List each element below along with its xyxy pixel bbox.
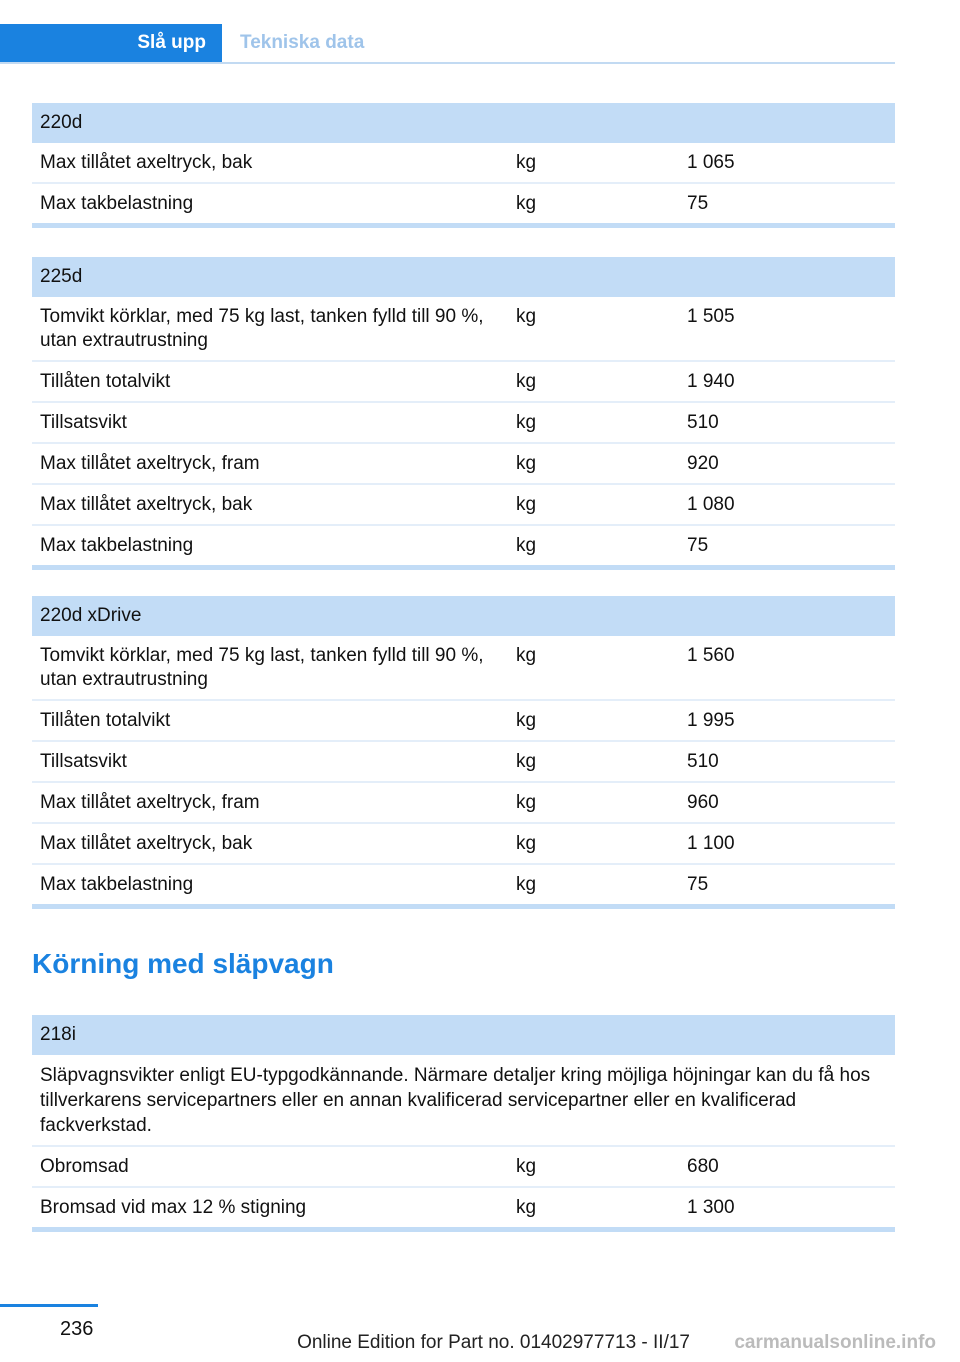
row-unit: kg: [516, 833, 537, 854]
header-tabbar: [0, 24, 895, 64]
page-number: 236: [60, 1318, 94, 1340]
table-row: [32, 184, 895, 223]
row-value: 1 065: [687, 152, 735, 173]
table-title: 218i: [32, 1015, 895, 1055]
row-value: 680: [687, 1156, 719, 1177]
row-label: Tillsatsvikt: [40, 412, 127, 433]
row-value: 75: [687, 874, 709, 895]
table-note: Släpvagnsvikter enligt EU-typgodkännande. Närmare detaljer kring möjliga höjningar kan du få hos tillverkarens servicepartners eller en annan kvalificerad servicepartner eller en kvalificerad fackverkstad.: [32, 1055, 895, 1147]
table-title: 220d xDrive: [32, 596, 895, 636]
footer-edition-text: Online Edition for Part no. 01402977713 - II/17: [297, 1332, 690, 1353]
row-value: 75: [687, 535, 709, 556]
row-label: Max tillåtet axeltryck, bak: [40, 494, 253, 515]
row-label: Max tillåtet axeltryck, bak: [40, 152, 253, 173]
table-row: [32, 1188, 895, 1227]
row-label: Tillåten totalvikt: [40, 371, 171, 392]
table-end-rule: [32, 565, 895, 570]
row-label: Tomvikt körklar, med 75 kg last, tanken fylld till 90 %, utan extrautrustning: [40, 306, 484, 351]
table-row: [32, 485, 895, 526]
row-value: 510: [687, 412, 719, 433]
row-value: 1 560: [687, 645, 735, 666]
row-value: 920: [687, 453, 719, 474]
row-unit: kg: [516, 306, 537, 327]
table-row: [32, 824, 895, 865]
table-end-rule: [32, 1227, 895, 1232]
row-unit: kg: [516, 412, 537, 433]
row-value: 1 100: [687, 833, 735, 854]
row-label: Max takbelastning: [40, 535, 194, 556]
row-unit: kg: [516, 1197, 537, 1218]
row-label: Max tillåtet axeltryck, bak: [40, 833, 253, 854]
row-label: Tillåten totalvikt: [40, 710, 171, 731]
tab-sla-upp[interactable]: Slå upp: [0, 24, 222, 62]
row-unit: kg: [516, 751, 537, 772]
table-218i-trailer: [32, 1015, 895, 1232]
row-unit: kg: [516, 792, 537, 813]
table-end-rule: [32, 904, 895, 909]
table-row: [32, 701, 895, 742]
table-row: [32, 143, 895, 184]
row-value: 1 505: [687, 306, 735, 327]
table-row: [32, 444, 895, 485]
table-title: 220d: [32, 103, 895, 143]
row-value: 75: [687, 193, 709, 214]
row-label: Bromsad vid max 12 % stigning: [40, 1197, 307, 1218]
row-unit: kg: [516, 152, 537, 173]
table-end-rule: [32, 223, 895, 228]
row-unit: kg: [516, 874, 537, 895]
row-unit: kg: [516, 1156, 537, 1177]
footer-accent-line: [0, 1304, 98, 1307]
row-value: 960: [687, 792, 719, 813]
row-unit: kg: [516, 645, 537, 666]
table-row: [32, 1147, 895, 1188]
table-title: 225d: [32, 257, 895, 297]
row-value: 1 300: [687, 1197, 735, 1218]
table-220d-xdrive: [32, 596, 895, 909]
table-row: [32, 362, 895, 403]
row-label: Obromsad: [40, 1156, 129, 1177]
section-title: Körning med släpvagn: [32, 948, 334, 979]
row-unit: kg: [516, 494, 537, 515]
row-label: Max tillåtet axeltryck, fram: [40, 792, 260, 813]
table-row: [32, 783, 895, 824]
table-220d: [32, 103, 895, 228]
table-row: [32, 526, 895, 565]
row-label: Tomvikt körklar, med 75 kg last, tanken fylld till 90 %, utan extrautrustning: [40, 645, 484, 690]
row-unit: kg: [516, 453, 537, 474]
row-label: Max takbelastning: [40, 193, 194, 214]
row-unit: kg: [516, 710, 537, 731]
row-label: Max takbelastning: [40, 874, 194, 895]
row-value: 1 995: [687, 710, 735, 731]
watermark: carmanualsonline.info: [734, 1332, 936, 1353]
row-unit: kg: [516, 371, 537, 392]
row-label: Tillsatsvikt: [40, 751, 127, 772]
row-value: 1 080: [687, 494, 735, 515]
tab-tekniska-data[interactable]: Tekniska data: [240, 32, 365, 53]
row-unit: kg: [516, 193, 537, 214]
row-unit: kg: [516, 535, 537, 556]
row-label: Max tillåtet axeltryck, fram: [40, 453, 260, 474]
row-value: 1 940: [687, 371, 735, 392]
table-row: [32, 403, 895, 444]
table-row: [32, 742, 895, 783]
table-row: [32, 636, 895, 701]
row-value: 510: [687, 751, 719, 772]
table-row: [32, 865, 895, 904]
table-row: [32, 297, 895, 362]
table-225d: [32, 257, 895, 570]
